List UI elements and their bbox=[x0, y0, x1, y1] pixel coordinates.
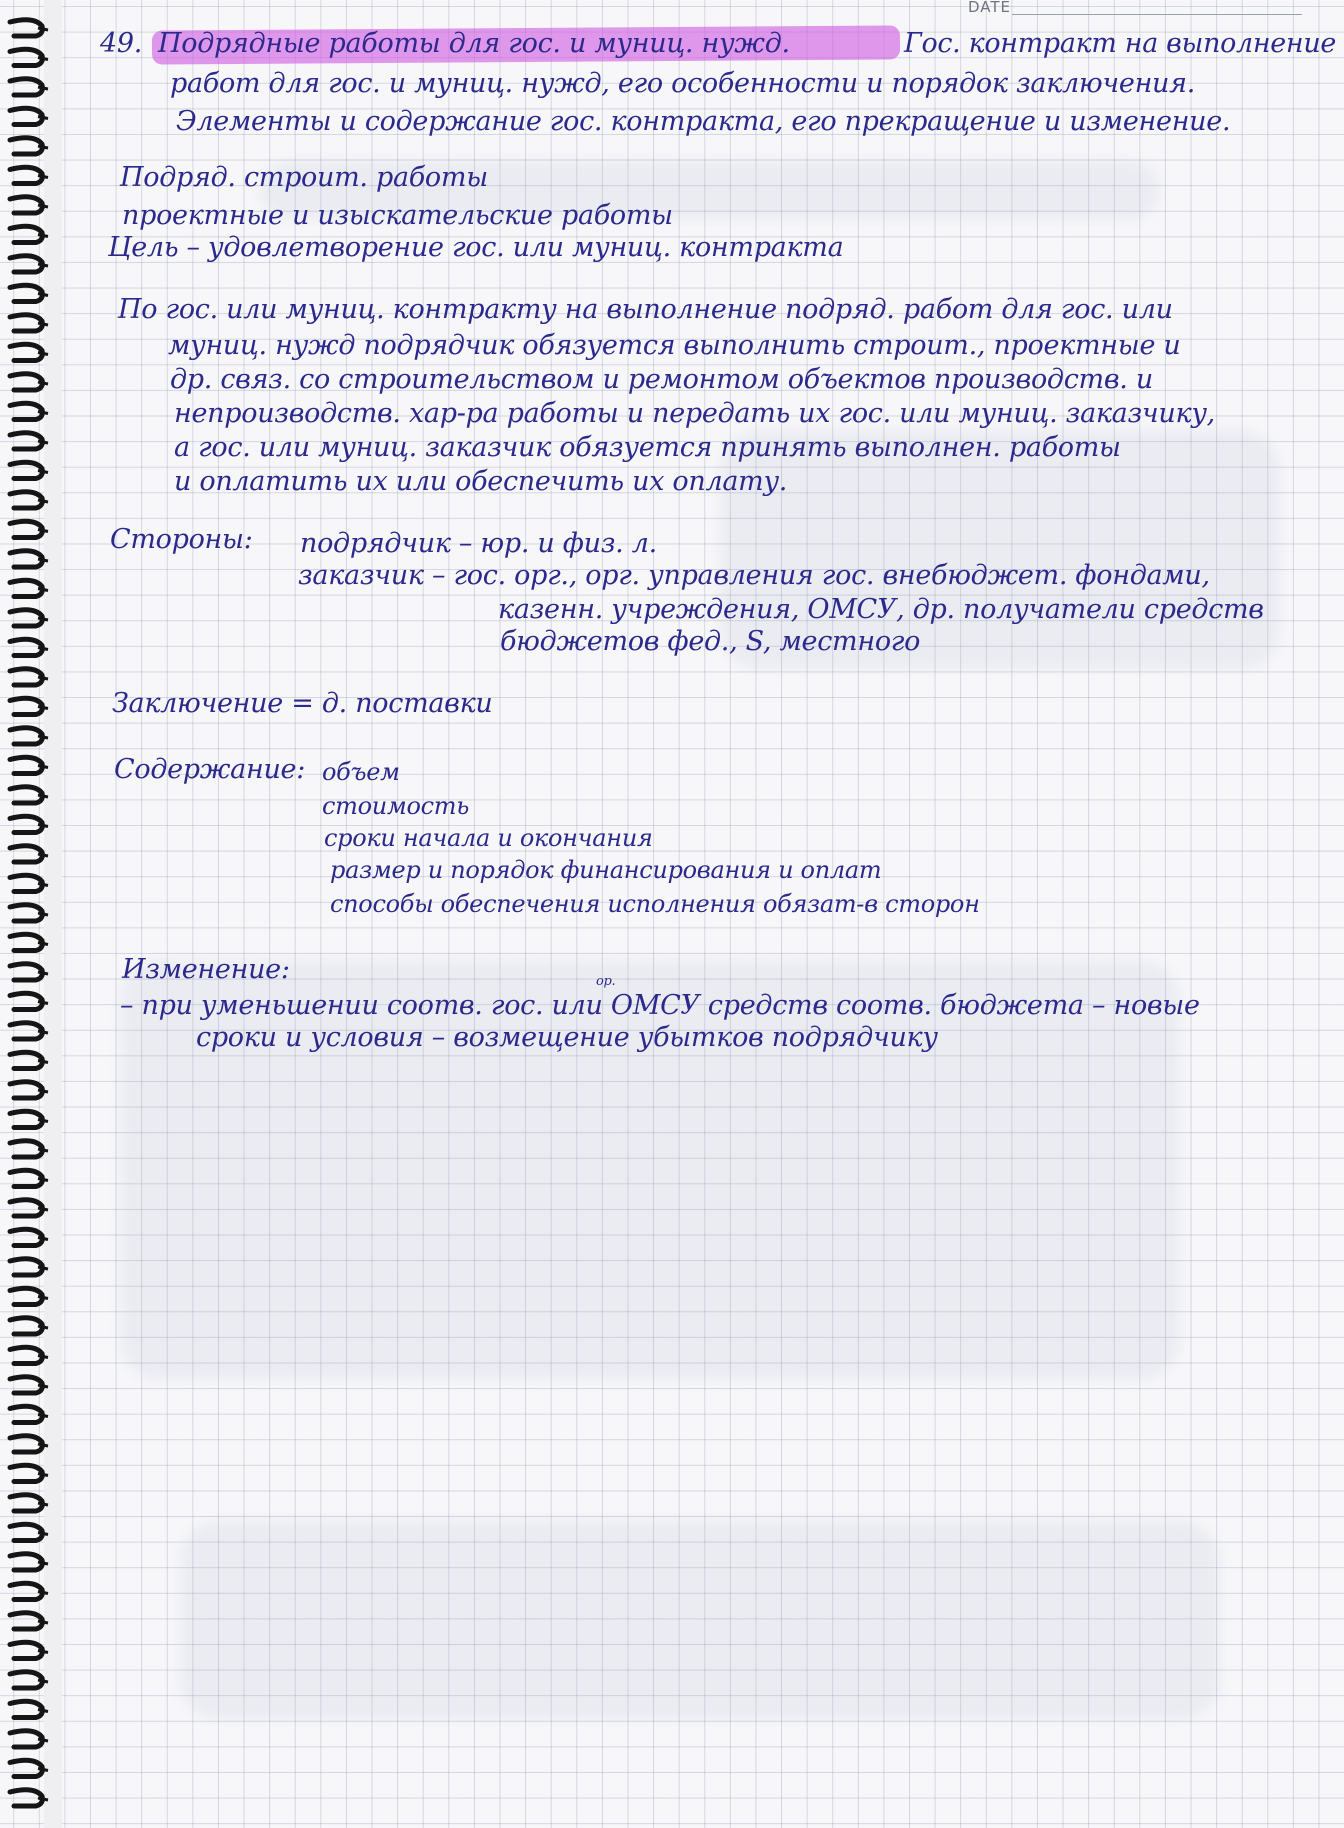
spiral-coil bbox=[10, 964, 48, 980]
intro-line1: Подряд. строит. работы bbox=[120, 162, 488, 193]
spiral-coil bbox=[10, 1465, 48, 1481]
definition-line4: непроизводств. хар-ра работы и передать их гос. или муниц. заказчику, bbox=[174, 398, 1215, 429]
parties-customer-line1: заказчик – гос. орг., орг. управления гос. внебюджет. фондами, bbox=[298, 560, 1210, 591]
spiral-coil bbox=[10, 433, 48, 449]
content-item: сроки начала и окончания bbox=[324, 824, 653, 852]
spiral-coil bbox=[10, 1023, 48, 1039]
spiral-coil bbox=[10, 1613, 48, 1629]
spiral-coil bbox=[10, 20, 48, 36]
spiral-coil bbox=[10, 1318, 48, 1334]
spiral-coil bbox=[10, 1495, 48, 1511]
spiral-coil bbox=[10, 1642, 48, 1658]
spiral-coil bbox=[10, 1377, 48, 1393]
spiral-coil bbox=[10, 1790, 48, 1806]
spiral-coil bbox=[10, 757, 48, 773]
conclusion-text: Заключение = д. поставки bbox=[112, 688, 493, 719]
spiral-coil bbox=[10, 610, 48, 626]
spiral-coil bbox=[10, 167, 48, 183]
spiral-coil bbox=[10, 1554, 48, 1570]
parties-label: Стороны: bbox=[110, 524, 253, 555]
change-line2: сроки и условия – возмещение убытков подрядчику bbox=[196, 1022, 938, 1053]
spiral-coil bbox=[10, 1111, 48, 1127]
spiral-coil bbox=[10, 639, 48, 655]
spiral-coil bbox=[10, 1436, 48, 1452]
spiral-coil bbox=[10, 875, 48, 891]
definition-line2: муниц. нужд подрядчик обязуется выполнить строит., проектные и bbox=[168, 330, 1181, 361]
spiral-coil bbox=[10, 462, 48, 478]
date-label: DATE bbox=[968, 0, 1012, 16]
spiral-coil bbox=[10, 1524, 48, 1540]
change-line1: – при уменьшении соотв. гос. или ОМСУ средств соотв. бюджета – новые bbox=[120, 990, 1200, 1021]
spiral-coil bbox=[10, 1347, 48, 1363]
spiral-coil bbox=[10, 492, 48, 508]
spiral-coil bbox=[10, 521, 48, 537]
spiral-coil bbox=[10, 315, 48, 331]
intro-line2: проектные и изыскательские работы bbox=[122, 200, 673, 231]
spiral-coil bbox=[10, 669, 48, 685]
spiral-coil bbox=[10, 787, 48, 803]
heading-line3: Элементы и содержание гос. контракта, его прекращение и изменение. bbox=[176, 106, 1231, 137]
change-superscript: ор. bbox=[596, 974, 616, 989]
spiral-coil bbox=[10, 1672, 48, 1688]
spiral-coil bbox=[10, 1288, 48, 1304]
spiral-coil bbox=[10, 728, 48, 744]
definition-line5: а гос. или муниц. заказчик обязуется принять выполнен. работы bbox=[174, 432, 1121, 463]
content-item: способы обеспечения исполнения обязат-в сторон bbox=[330, 890, 980, 918]
spiral-coil bbox=[10, 403, 48, 419]
spiral-coil bbox=[10, 344, 48, 360]
spiral-coil bbox=[10, 1760, 48, 1776]
spiral-coil bbox=[10, 1052, 48, 1068]
parties-customer-line2: казенн. учреждения, ОМСУ, др. получатели средств bbox=[498, 594, 1264, 625]
spiral-coil bbox=[10, 1229, 48, 1245]
spiral-coil bbox=[10, 846, 48, 862]
heading-line2: работ для гос. и муниц. нужд, его особенности и порядок заключения. bbox=[170, 68, 1196, 99]
spiral-coil bbox=[10, 698, 48, 714]
spiral-coil bbox=[10, 1259, 48, 1275]
spiral-coil bbox=[10, 993, 48, 1009]
heading-line1-rest: Гос. контракт на выполнение bbox=[904, 28, 1336, 59]
definition-line1: По гос. или муниц. контракту на выполнение подряд. работ для гос. или bbox=[118, 294, 1173, 325]
parties-contractor: подрядчик – юр. и физ. л. bbox=[300, 528, 657, 559]
question-number: 49. bbox=[100, 28, 143, 59]
date-underline bbox=[1012, 14, 1302, 15]
spiral-coil bbox=[10, 285, 48, 301]
spiral-coil bbox=[10, 1082, 48, 1098]
change-title: Изменение: bbox=[122, 954, 290, 985]
heading-highlighted-text: Подрядные работы для гос. и муниц. нужд. bbox=[158, 28, 790, 59]
spiral-coil bbox=[10, 816, 48, 832]
spiral-coil bbox=[10, 1141, 48, 1157]
spiral-binding bbox=[0, 0, 62, 1828]
spiral-coil bbox=[10, 580, 48, 596]
spiral-coil bbox=[10, 1406, 48, 1422]
content-item: размер и порядок финансирования и оплат bbox=[330, 856, 882, 884]
spiral-coil bbox=[10, 1170, 48, 1186]
spiral-coil bbox=[10, 934, 48, 950]
content-label: Содержание: bbox=[114, 754, 306, 785]
spiral-coil bbox=[10, 1583, 48, 1599]
spiral-coil bbox=[10, 226, 48, 242]
content-item: стоимость bbox=[322, 792, 470, 820]
spiral-coil bbox=[10, 551, 48, 567]
spiral-coil bbox=[10, 905, 48, 921]
spiral-coil bbox=[10, 49, 48, 65]
spiral-coil bbox=[10, 256, 48, 272]
spiral-coil bbox=[10, 79, 48, 95]
intro-line3: Цель – удовлетворение гос. или муниц. контракта bbox=[108, 232, 844, 263]
spiral-coil bbox=[10, 1701, 48, 1717]
definition-line6: и оплатить их или обеспечить их оплату. bbox=[174, 466, 788, 497]
parties-customer-line3: бюджетов фед., S, местного bbox=[500, 626, 921, 657]
content-item: объем bbox=[322, 758, 400, 786]
definition-line3: др. связ. со строительством и ремонтом объектов производств. и bbox=[170, 364, 1153, 395]
spiral-coil bbox=[10, 197, 48, 213]
spiral-coil bbox=[10, 374, 48, 390]
spiral-coil bbox=[10, 1731, 48, 1747]
spiral-coil bbox=[10, 1200, 48, 1216]
bleed-through-shade bbox=[180, 1520, 1220, 1720]
spiral-coil bbox=[10, 138, 48, 154]
spiral-coil bbox=[10, 108, 48, 124]
